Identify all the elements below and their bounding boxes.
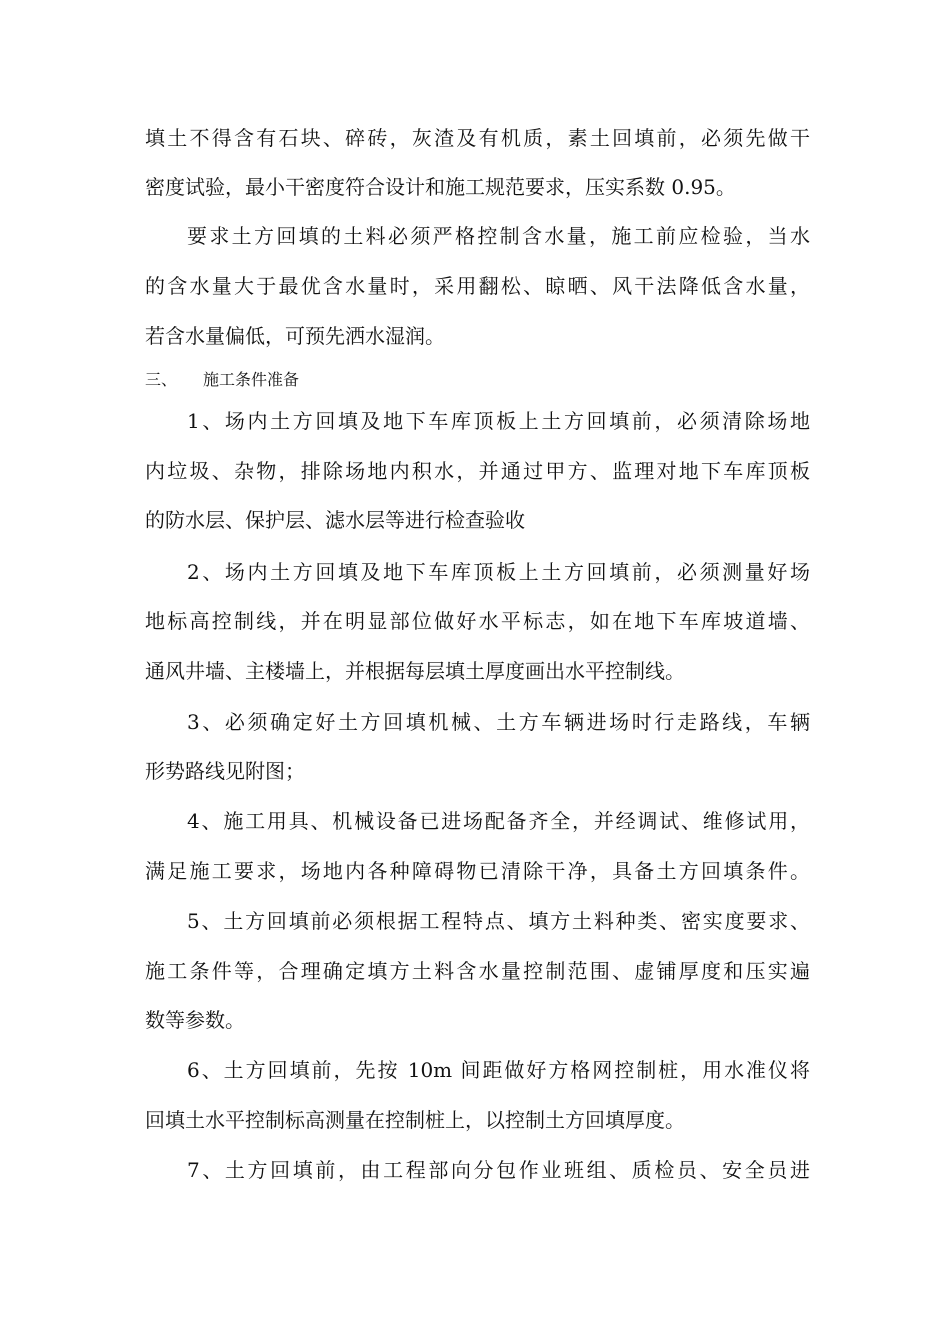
paragraph-line: 填土不得含有石块、碎砖，灰渣及有机质，素土回填前，必须先做干 [145, 126, 810, 150]
section-title: 施工条件准备 [203, 370, 300, 389]
paragraph-line: 密度试验，最小干密度符合设计和施工规范要求，压实系数 0.95。 [145, 175, 736, 199]
paragraph-line: 的含水量大于最优含水量时，采用翻松、晾晒、风干法降低含水量， [145, 274, 810, 298]
list-item-line: 1、场内土方回填及地下车库顶板上土方回填前，必须清除场地 [187, 409, 810, 433]
list-item-line: 3、必须确定好土方回填机械、土方车辆进场时行走路线，车辆 [187, 710, 810, 734]
paragraph-line: 若含水量偏低，可预先洒水湿润。 [145, 324, 445, 348]
section-heading [145, 367, 299, 393]
list-item-line: 的防水层、保护层、滤水层等进行检查验收 [145, 508, 525, 532]
list-item-line: 地标高控制线，并在明显部位做好水平标志，如在地下车库坡道墙、 [145, 609, 810, 633]
list-item-line: 通风井墙、主楼墙上，并根据每层填土厚度画出水平控制线。 [145, 659, 685, 683]
list-item-line: 形势路线见附图； [145, 759, 305, 783]
paragraph-line: 要求土方回填的土料必须严格控制含水量，施工前应检验，当水 [187, 224, 810, 248]
list-item-line: 5、土方回填前必须根据工程特点、填方土料种类、密实度要求、 [187, 909, 810, 933]
section-number: 三、 [145, 370, 178, 389]
list-item-line: 2、场内土方回填及地下车库顶板上土方回填前，必须测量好场 [187, 560, 810, 584]
list-item-line: 数等参数。 [145, 1008, 245, 1032]
list-item-line: 4、施工用具、机械设备已进场配备齐全，并经调试、维修试用， [187, 809, 810, 833]
list-item-line: 6、土方回填前，先按 10m 间距做好方格网控制桩，用水准仪将 [187, 1058, 810, 1082]
list-item-line: 内垃圾、杂物，排除场地内积水，并通过甲方、监理对地下车库顶板 [145, 459, 810, 483]
list-item-line: 回填土水平控制标高测量在控制桩上，以控制土方回填厚度。 [145, 1108, 685, 1132]
list-item-line: 满足施工要求，场地内各种障碍物已清除干净，具备土方回填条件。 [145, 859, 810, 883]
list-item-line: 7、土方回填前，由工程部向分包作业班组、质检员、安全员进 [187, 1158, 810, 1182]
list-item-line: 施工条件等，合理确定填方土料含水量控制范围、虚铺厚度和压实遍 [145, 959, 810, 983]
